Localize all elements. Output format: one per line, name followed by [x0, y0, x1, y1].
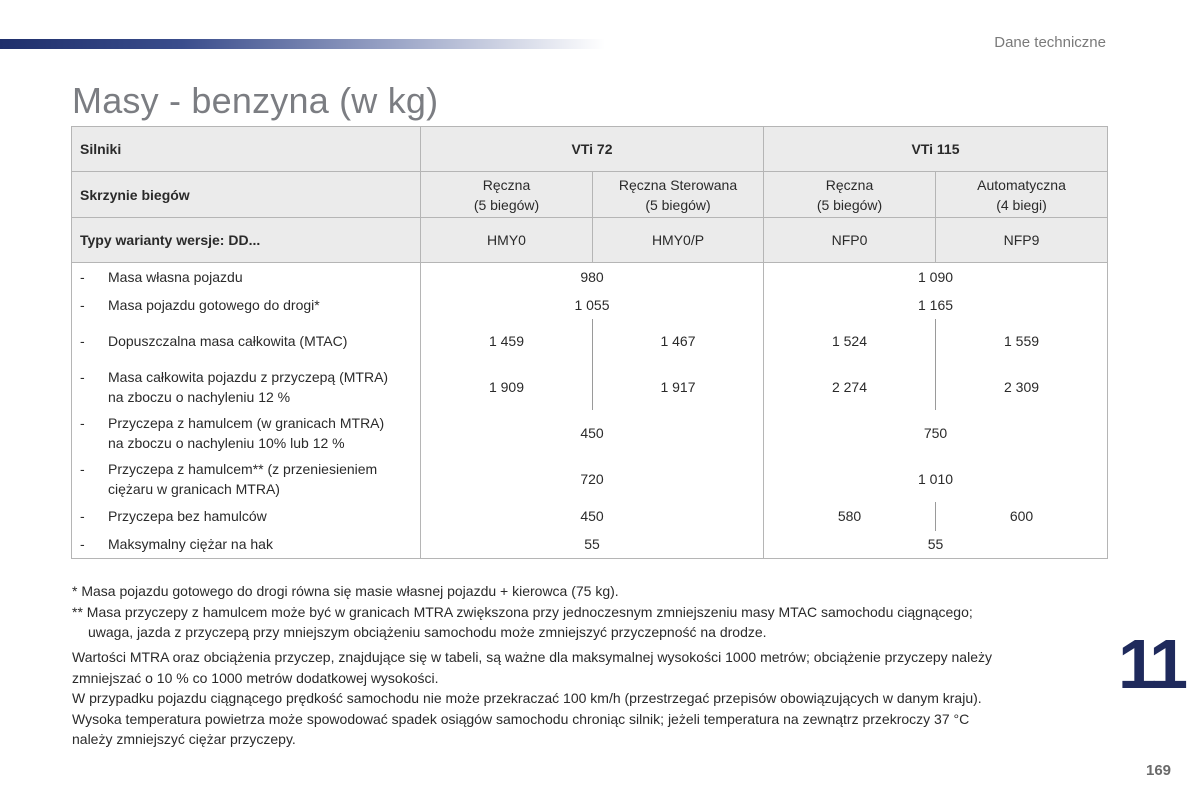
value-cell: 980	[580, 268, 604, 285]
value-cell: 2 309	[936, 364, 1108, 410]
paragraph: Wartości MTRA oraz obciążenia przyczep, znajdujące się w tabeli, są ważne dla maksymalnej wysokości 1000 metrów; obciążenie przyczepy należy	[72, 649, 992, 665]
dash: -	[80, 368, 85, 385]
value-cell: 600	[936, 502, 1108, 531]
page-number: 169	[1146, 762, 1172, 779]
row-label	[72, 263, 421, 291]
gearbox-cell	[593, 172, 764, 218]
page-title: Masy - benzyna (w kg)	[72, 80, 439, 121]
value-cell: 1 090	[764, 263, 1108, 291]
paragraph: zmniejszać o 10 % co 1000 metrów dodatkowej wysokości.	[72, 669, 439, 686]
row-label	[72, 502, 421, 531]
row-label-text: Maksymalny ciężar na hak	[108, 536, 273, 553]
gearbox-cell	[764, 172, 936, 218]
table-row	[72, 410, 1108, 456]
value-cell: 2 274	[764, 364, 936, 410]
variants-row	[72, 218, 1108, 263]
gearbox-detail: (5 biegów)	[816, 196, 883, 213]
gearbox-name: Ręczna Sterowana	[618, 176, 738, 193]
variants-label: Typy warianty wersje: DD...	[72, 218, 421, 263]
paragraph: Wysoka temperatura powietrza może spowodować spadek osiągów samochodu chroniąc silnik; jeżeli temperatura na zewnątrz przekroczy 37 °C	[72, 710, 970, 727]
row-label-text: Dopuszczalna masa całkowita (MTAC)	[108, 333, 348, 349]
engines-row	[72, 127, 1108, 172]
value-cell: 1 909	[488, 378, 525, 395]
row-label-line: ciężaru w granicach MTRA)	[108, 480, 280, 497]
value-cell: 55	[421, 531, 764, 559]
paragraph: należy zmniejszyć ciężar przyczepy.	[72, 731, 296, 747]
table-row	[72, 531, 1108, 559]
engine-vti115: VTi 115	[764, 127, 1108, 172]
row-label-line: Masa całkowita pojazdu z przyczepą (MTRA)	[108, 368, 389, 385]
value-cell: 1 524	[764, 319, 936, 364]
gearbox-row	[72, 172, 1108, 218]
row-label-line: na zboczu o nachyleniu 10% lub 12 %	[108, 434, 345, 451]
variant-cell: HMY0/P	[593, 218, 764, 263]
gearbox-detail: (5 biegów)	[473, 196, 540, 213]
row-label-text	[108, 413, 384, 453]
table-row	[72, 364, 1108, 410]
mass-table	[71, 126, 1108, 559]
gearbox-name: Ręczna	[482, 176, 531, 193]
dash: -	[80, 333, 85, 349]
table-row	[72, 291, 1108, 319]
gearbox-name: Ręczna	[825, 176, 874, 193]
variant-cell: NFP0	[764, 218, 936, 263]
variant-cell: NFP9	[936, 218, 1108, 263]
row-label-line: Przyczepa z hamulcem** (z przeniesieniem	[108, 460, 378, 477]
row-label-line: Przyczepa z hamulcem (w granicach MTRA)	[108, 414, 385, 431]
value-cell: 1 165	[764, 291, 1108, 319]
gearbox-name: Automatyczna	[977, 176, 1066, 193]
row-label	[72, 319, 421, 364]
value-cell: 450	[580, 424, 604, 441]
engines-label: Silniki	[72, 127, 421, 172]
value-cell: 750	[764, 410, 1108, 456]
value-cell: 1 010	[764, 456, 1108, 502]
gearbox-detail: (4 biegi)	[996, 196, 1047, 213]
row-label	[72, 531, 421, 559]
table-row	[72, 456, 1108, 502]
row-label-text: Masa pojazdu gotowego do drogi*	[108, 296, 320, 313]
row-label	[72, 456, 421, 502]
value-cell: 1 467	[593, 319, 764, 364]
body-text	[72, 647, 992, 750]
value-cell: 1 055	[574, 296, 610, 313]
footnote-2-continued: uwaga, jazda z przyczepą przy mniejszym obciążeniu samochodu może zmniejszyć przyczepność na drodze.	[88, 624, 767, 640]
table-row	[72, 502, 1108, 531]
value-cell: 1 559	[936, 319, 1108, 364]
section-label: Dane techniczne	[994, 34, 1106, 51]
row-label	[72, 410, 421, 456]
row-label-text	[108, 459, 377, 499]
dash: -	[80, 414, 85, 431]
dash: -	[80, 268, 85, 285]
footnote-2: ** Masa przyczepy z hamulcem może być w granicach MTRA zwiększona przy jednoczesnym zmniejszeniu masy MTAC samochodu ciągnącego;	[72, 603, 973, 620]
value-cell: 580	[764, 502, 936, 531]
table-row	[72, 263, 1108, 291]
gearbox-cell	[936, 172, 1108, 218]
chapter-number: 11	[1118, 625, 1184, 703]
variant-cell: HMY0	[421, 218, 593, 263]
footnotes	[72, 581, 973, 643]
row-label-text: Przyczepa bez hamulców	[108, 508, 267, 524]
dash: -	[80, 460, 85, 477]
paragraph: W przypadku pojazdu ciągnącego prędkość samochodu nie może przekraczać 100 km/h (przestrzegać przepisów obowiązujących w danym kraju).	[72, 690, 982, 706]
value-cell: 55	[764, 531, 1108, 559]
value-cell: 1 459	[488, 333, 525, 349]
row-label	[72, 364, 421, 410]
value-cell: 450	[580, 508, 604, 524]
dash: -	[80, 536, 85, 553]
row-label-line: na zboczu o nachyleniu 12 %	[108, 388, 291, 405]
gearbox-detail: (5 biegów)	[645, 196, 711, 213]
row-label	[72, 291, 421, 319]
engine-vti72: VTi 72	[421, 127, 764, 172]
value-cell: 1 917	[593, 364, 764, 410]
value-cell: 720	[580, 470, 604, 487]
row-label-text	[108, 367, 388, 407]
footnote-1: * Masa pojazdu gotowego do drogi równa się masie własnej pojazdu + kierowca (75 kg).	[72, 583, 619, 599]
header-gradient-bar	[0, 39, 605, 49]
dash: -	[80, 296, 85, 313]
table-row	[72, 319, 1108, 364]
dash: -	[80, 508, 85, 524]
row-label-text: Masa własna pojazdu	[108, 268, 243, 285]
gearbox-label: Skrzynie biegów	[72, 172, 421, 218]
gearbox-cell	[421, 172, 593, 218]
